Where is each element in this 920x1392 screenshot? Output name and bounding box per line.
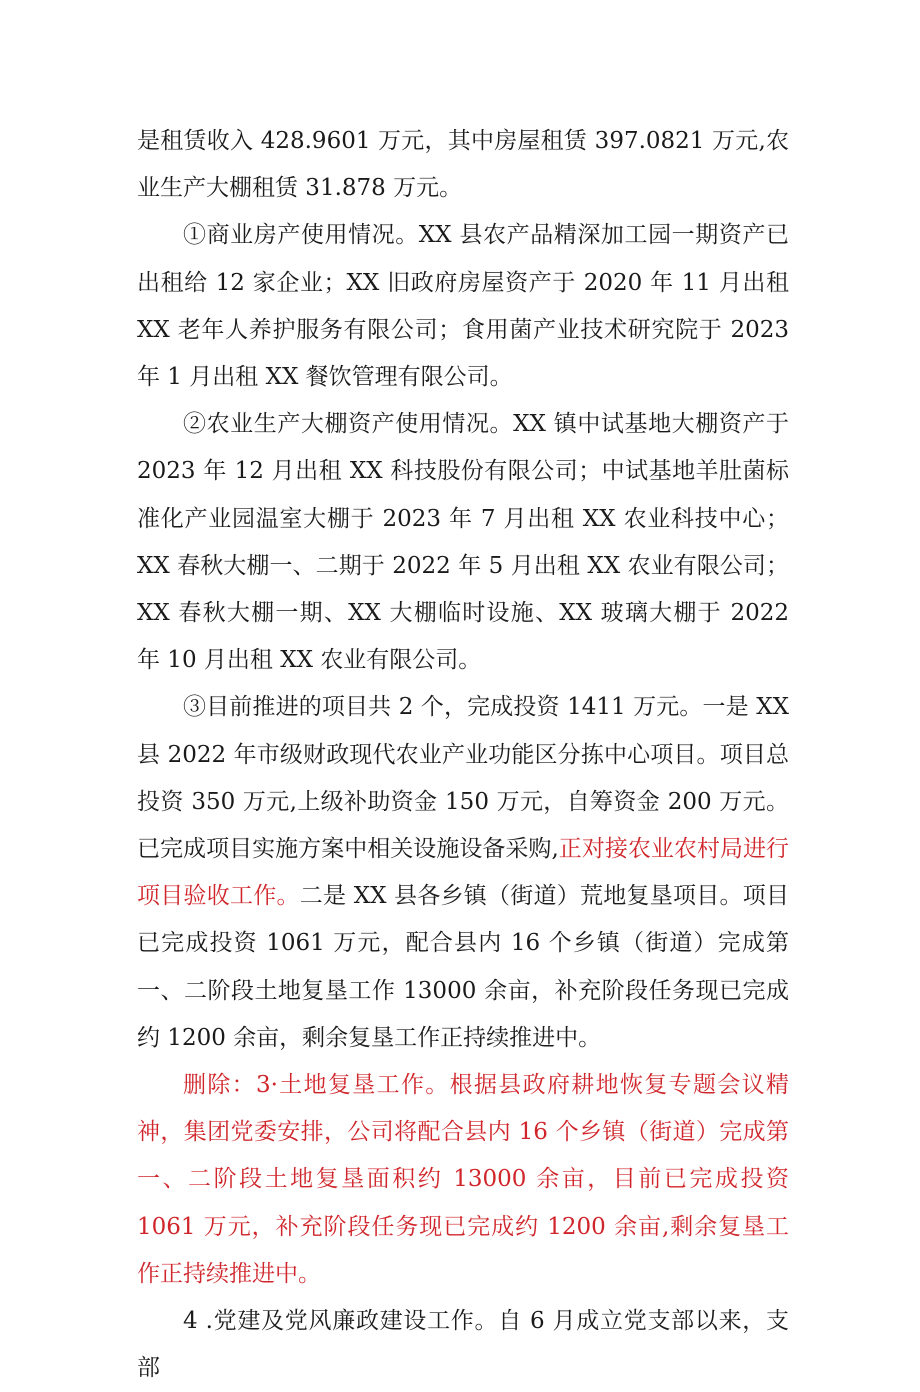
paragraph-projects: [137, 684, 789, 1062]
paragraph-deleted-land-reclamation: [137, 1062, 789, 1298]
paragraph-text: 是租赁收入 428.9601 万元，其中房屋租赁 397.0821 万元,农业生产大棚租赁 31.878 万元。: [137, 128, 789, 202]
paragraph-text: ②农业生产大棚资产使用情况。XX 镇中试基地大棚资产于 2023 年 12 月出租 XX 科技股份有限公司；中试基地羊肚菌标准化产业园温室大棚于 2023 年 7 月出租 XX 农业科技中心；XX 春秋大棚一、二期于 2022 年 5 月出租 XX 农业有限公司；XX 春秋大棚一期、XX 大棚临时设施、XX 玻璃大棚于 2022 年 10 月出租 XX 农业有限公司。: [137, 411, 789, 674]
paragraph-party-building: [137, 1298, 789, 1392]
highlighted-text: 正对接农业农村局进行项目验收工作。: [137, 836, 790, 910]
paragraph-text: ①商业房产使用情况。XX 县农产品精深加工园一期资产已出租给 12 家企业；XX 旧政府房屋资产于 2020 年 11 月出租 XX 老年人养护服务有限公司；食用菌产业技术研究院于 2023 年 1 月出租 XX 餐饮管理有限公司。: [137, 222, 789, 391]
paragraph-rental-income: [137, 118, 789, 212]
paragraph-commercial-property: [137, 212, 789, 401]
paragraph-text: 二是 XX 县各乡镇（街道）荒地复垦项目。项目已完成投资 1061 万元，配合县内 16 个乡镇（街道）完成第一、二阶段土地复垦工作 13000 余亩，补充阶段任务现已完成约 1200 余亩，剩余复垦工作正持续推进中。: [137, 883, 789, 1051]
paragraph-greenhouse-assets: [137, 401, 789, 684]
deleted-text: 删除：3·土地复垦工作。根据县政府耕地恢复专题会议精神，集团党委安排，公司将配合县内 16 个乡镇（街道）完成第一、二阶段土地复垦面积约 13000 余亩，目前已完成投资 1061 万元，补充阶段任务现已完成约 1200 余亩,剩余复垦工作正持续推进中。: [137, 1072, 789, 1287]
paragraph-text: ③目前推进的项目共 2 个，完成投资 1411 万元。一是 XX 县 2022 年市级财政现代农业产业功能区分拣中心项目。项目总投资 350 万元,上级补助资金 150 万元，自筹资金 200 万元。已完成项目实施方案中相关设施设备采购,: [137, 694, 789, 863]
document-page: [137, 118, 789, 1392]
paragraph-text: 4 .党建及党风廉政建设工作。自 6 月成立党支部以来，支部: [137, 1308, 789, 1382]
